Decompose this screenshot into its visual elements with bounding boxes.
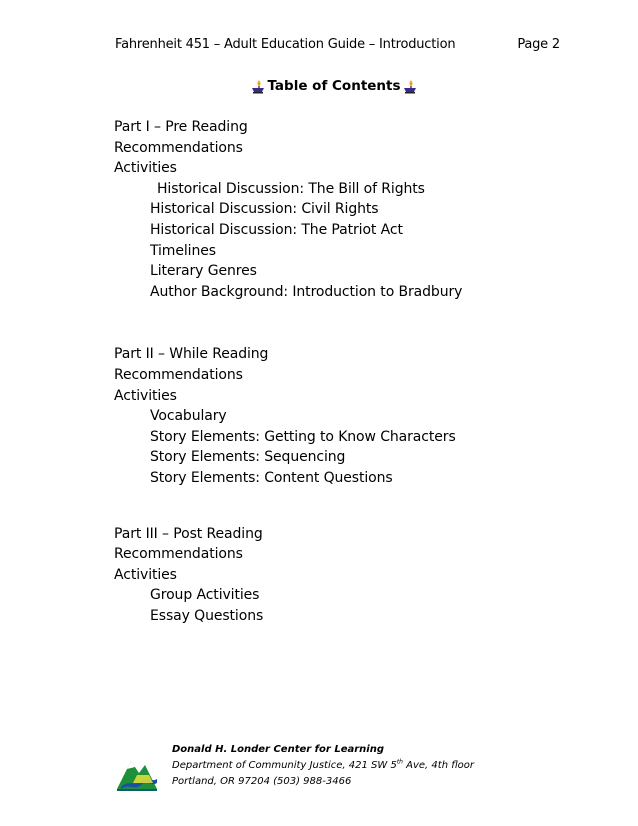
footer-address-main: Department of Community Justice, 421 SW 5 [172, 760, 397, 771]
toc-item: Timelines [150, 242, 216, 259]
recommendations-label: Recommendations [114, 546, 243, 563]
activities-label: Activities [114, 387, 177, 404]
toc-item: Historical Discussion: Civil Rights [150, 201, 379, 218]
toc-heading [0, 78, 638, 94]
toc-item: Historical Discussion: The Bill of Rights [157, 180, 425, 197]
toc-item: Story Elements: Sequencing [150, 449, 346, 466]
toc-item: Story Elements: Content Questions [150, 469, 393, 486]
toc-item: Author Background: Introduction to Bradbury [150, 283, 463, 300]
part-heading: Part III – Post Reading [114, 525, 263, 542]
page-header [115, 37, 560, 52]
activities-label: Activities [114, 566, 177, 583]
activities-label: Activities [114, 160, 177, 177]
recommendations-label: Recommendations [114, 366, 243, 383]
footer-address-rest: Ave, 4th floor [402, 760, 475, 771]
footer-text [172, 742, 474, 790]
toc-item: Story Elements: Getting to Know Characters [150, 428, 456, 445]
mountain-river-logo [115, 753, 159, 791]
toc-part-1 [114, 117, 574, 302]
toc-item: Historical Discussion: The Patriot Act [150, 221, 403, 238]
footer-address-sup: th [396, 758, 403, 766]
toc-item: Essay Questions [150, 607, 264, 624]
toc-item: Literary Genres [150, 263, 257, 280]
recommendations-label: Recommendations [114, 139, 243, 156]
toc-part-3 [114, 524, 574, 627]
part-heading: Part I – Pre Reading [114, 119, 248, 135]
page-footer [115, 740, 535, 800]
oil-lamp-icon [402, 78, 418, 94]
part-heading: Part II – While Reading [114, 346, 269, 363]
oil-lamp-icon [250, 78, 266, 94]
toc-part-2 [114, 344, 574, 488]
header-title: Fahrenheit 451 – Adult Education Guide – Introduction [115, 37, 456, 52]
footer-city: Portland, OR 97204 (503) 988-3466 [172, 776, 352, 787]
footer-org-name: Donald H. Londer Center for Learning [172, 744, 384, 755]
toc-item: Vocabulary [150, 408, 227, 425]
toc-title: Table of Contents [267, 78, 401, 94]
table-of-contents [114, 117, 574, 626]
footer-address [172, 758, 474, 774]
page-number: Page 2 [517, 37, 560, 52]
toc-item: Group Activities [150, 587, 260, 604]
